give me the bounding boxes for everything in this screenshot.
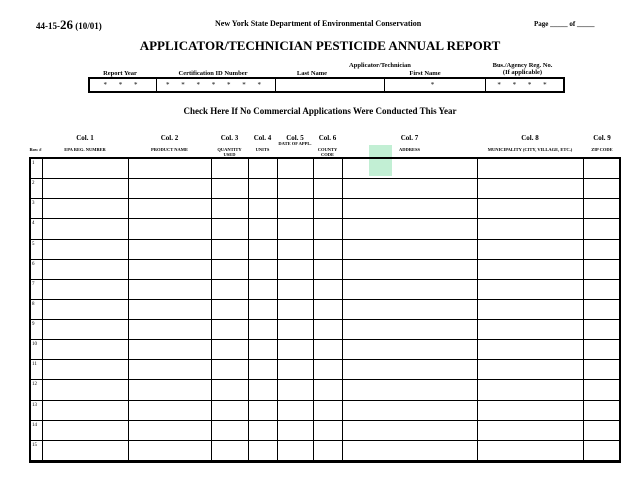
column-number-9: Col. 9 <box>593 134 611 142</box>
table-cell-col-9[interactable] <box>583 219 621 238</box>
column-divider <box>211 159 212 461</box>
column-number-8: Col. 8 <box>521 134 539 142</box>
table-cell-col-7[interactable] <box>342 240 477 259</box>
table-cell-col-9[interactable] <box>583 300 621 319</box>
table-cell-col-7[interactable] <box>342 441 477 460</box>
table-cell-col-2[interactable] <box>128 300 211 319</box>
table-cell-col-8[interactable] <box>477 159 583 178</box>
table-cell-col-3[interactable] <box>211 219 248 238</box>
table-cell-col-6[interactable] <box>313 240 342 259</box>
table-cell-col-1[interactable] <box>42 421 128 440</box>
table-cell-col-7[interactable] <box>342 159 477 178</box>
table-cell-col-8[interactable] <box>477 280 583 299</box>
row-number: 15 <box>32 442 37 448</box>
table-row <box>31 179 619 199</box>
applicator-info-box <box>88 77 565 93</box>
table-cell-col-3[interactable] <box>211 340 248 359</box>
table-row <box>31 240 619 260</box>
column-name-2: PRODUCT NAME <box>150 147 189 152</box>
table-cell-col-1[interactable] <box>42 240 128 259</box>
table-cell-col-3[interactable] <box>211 360 248 379</box>
column-divider <box>313 159 314 461</box>
bus-reg-label <box>480 62 565 76</box>
row-number: 6 <box>32 261 35 267</box>
table-cell-col-1[interactable] <box>42 401 128 420</box>
table-cell-col-9[interactable] <box>583 159 621 178</box>
column-number-6: Col. 6 <box>318 134 337 142</box>
table-row <box>31 340 619 360</box>
table-cell-col-8[interactable] <box>477 441 583 460</box>
table-cell-col-8[interactable] <box>477 401 583 420</box>
table-cell-col-2[interactable] <box>128 240 211 259</box>
row-number: 12 <box>32 382 37 388</box>
table-cell-col-8[interactable] <box>477 360 583 379</box>
table-cell-col-2[interactable] <box>128 179 211 198</box>
column-name-9: ZIP CODE <box>591 147 613 152</box>
table-cell-col-2[interactable] <box>128 421 211 440</box>
table-cell-col-5[interactable] <box>277 280 313 299</box>
table-cell-col-9[interactable] <box>583 280 621 299</box>
table-cell-col-5[interactable] <box>277 159 313 178</box>
table-cell-col-6[interactable] <box>313 441 342 460</box>
row-number: 5 <box>32 241 35 247</box>
table-cell-col-9[interactable] <box>583 260 621 279</box>
table-row <box>31 441 619 461</box>
table-cell-col-2[interactable] <box>128 219 211 238</box>
table-row <box>31 320 619 340</box>
column-name-8: MUNICIPALITY (CITY, VILLAGE, ETC.) <box>487 147 573 152</box>
table-cell-col-9[interactable] <box>583 360 621 379</box>
table-cell-col-8[interactable] <box>477 199 583 218</box>
table-cell-col-1[interactable] <box>42 360 128 379</box>
column-name-3: QUANTITY USED <box>217 147 242 157</box>
table-row <box>31 260 619 280</box>
column-divider <box>248 159 249 461</box>
cert-id-label: Certification ID Number <box>178 70 248 77</box>
table-cell-col-9[interactable] <box>583 179 621 198</box>
table-cell-col-7[interactable] <box>342 219 477 238</box>
row-number: 11 <box>32 362 37 368</box>
table-cell-col-4[interactable] <box>248 179 277 198</box>
table-cell-col-6[interactable] <box>313 360 342 379</box>
column-name-1: EPA REG. NUMBER <box>64 147 106 152</box>
table-cell-col-1[interactable] <box>42 260 128 279</box>
table-cell-col-9[interactable] <box>583 320 621 339</box>
table-cell-col-4[interactable] <box>248 380 277 399</box>
table-row <box>31 280 619 300</box>
table-cell-col-5[interactable] <box>277 260 313 279</box>
page-number-field[interactable]: Page _____ of _____ <box>534 20 595 28</box>
agency-name: New York State Department of Environmental Conservation <box>215 19 422 28</box>
last-name-label: Last Name <box>296 70 328 77</box>
form-number-prefix: 44-15- <box>36 21 60 31</box>
table-cell-col-4[interactable] <box>248 360 277 379</box>
table-cell-col-4[interactable] <box>248 401 277 420</box>
table-cell-col-8[interactable] <box>477 300 583 319</box>
row-number: 2 <box>32 181 35 187</box>
table-cell-col-6[interactable] <box>313 380 342 399</box>
table-cell-col-6[interactable] <box>313 300 342 319</box>
column-name-6: COUNTY CODE <box>317 147 338 157</box>
form-number <box>36 17 102 33</box>
table-cell-col-6[interactable] <box>313 340 342 359</box>
row-number: 4 <box>32 221 35 227</box>
table-cell-col-9[interactable] <box>583 421 621 440</box>
table-cell-col-2[interactable] <box>128 340 211 359</box>
column-number-2: Col. 2 <box>160 134 179 142</box>
table-cell-col-4[interactable] <box>248 199 277 218</box>
table-cell-col-8[interactable] <box>477 240 583 259</box>
table-cell-col-1[interactable] <box>42 441 128 460</box>
form-title: APPLICATOR/TECHNICIAN PESTICIDE ANNUAL REPORT <box>139 38 501 53</box>
report-year-label: Report Year <box>103 70 137 77</box>
column-name-7: ADDRESS <box>398 147 420 152</box>
table-cell-col-5[interactable] <box>277 441 313 460</box>
table-cell-col-3[interactable] <box>211 260 248 279</box>
row-number: 3 <box>32 201 35 207</box>
table-cell-col-8[interactable] <box>477 380 583 399</box>
table-cell-col-9[interactable] <box>583 199 621 218</box>
table-cell-col-6[interactable] <box>313 199 342 218</box>
table-cell-col-8[interactable] <box>477 320 583 339</box>
table-cell-col-6[interactable] <box>313 320 342 339</box>
table-cell-col-5[interactable] <box>277 340 313 359</box>
first-name-field[interactable]: * <box>385 79 486 91</box>
table-cell-col-1[interactable] <box>42 340 128 359</box>
column-divider <box>277 159 278 461</box>
table-cell-col-7[interactable] <box>342 300 477 319</box>
column-name-5: DATE OF APPL. <box>278 141 312 146</box>
table-cell-col-3[interactable] <box>211 159 248 178</box>
column-divider <box>42 159 43 461</box>
table-cell-col-7[interactable] <box>342 421 477 440</box>
table-cell-col-5[interactable] <box>277 240 313 259</box>
column-name-0: Row # <box>29 147 42 152</box>
table-cell-col-3[interactable] <box>211 280 248 299</box>
table-cell-col-3[interactable] <box>211 300 248 319</box>
table-cell-col-1[interactable] <box>42 280 128 299</box>
table-cell-col-6[interactable] <box>313 401 342 420</box>
table-cell-col-5[interactable] <box>277 219 313 238</box>
table-cell-col-1[interactable] <box>42 300 128 319</box>
table-cell-col-2[interactable] <box>128 441 211 460</box>
table-cell-col-6[interactable] <box>313 219 342 238</box>
row-number: 13 <box>32 402 37 408</box>
table-cell-col-3[interactable] <box>211 179 248 198</box>
table-cell-col-6[interactable] <box>313 280 342 299</box>
table-cell-col-2[interactable] <box>128 401 211 420</box>
table-cell-col-8[interactable] <box>477 421 583 440</box>
column-divider <box>342 159 343 461</box>
table-row <box>31 159 619 179</box>
table-cell-col-2[interactable] <box>128 260 211 279</box>
row-number: 1 <box>32 161 35 166</box>
table-cell-col-3[interactable] <box>211 199 248 218</box>
no-applications-checkbox-label[interactable]: Check Here If No Commercial Applications Were Conducted This Year <box>183 106 457 116</box>
table-cell-col-4[interactable] <box>248 159 277 178</box>
table-cell-col-3[interactable] <box>211 240 248 259</box>
table-cell-col-4[interactable] <box>248 340 277 359</box>
form-revision: (10/01) <box>75 21 102 31</box>
bus-reg-label-line1: Bus./Agency Reg. No. <box>492 62 553 69</box>
table-cell-col-2[interactable] <box>128 280 211 299</box>
table-row <box>31 219 619 239</box>
table-cell-col-4[interactable] <box>248 219 277 238</box>
table-cell-col-9[interactable] <box>583 380 621 399</box>
table-row <box>31 300 619 320</box>
column-divider <box>583 159 584 461</box>
table-cell-col-1[interactable] <box>42 199 128 218</box>
table-cell-col-5[interactable] <box>277 421 313 440</box>
table-cell-col-8[interactable] <box>477 340 583 359</box>
column-divider <box>477 159 478 461</box>
table-cell-col-4[interactable] <box>248 320 277 339</box>
table-cell-col-3[interactable] <box>211 441 248 460</box>
table-row <box>31 380 619 400</box>
table-cell-col-7[interactable] <box>342 179 477 198</box>
table-cell-col-9[interactable] <box>583 441 621 460</box>
table-cell-col-1[interactable] <box>42 320 128 339</box>
table-cell-col-6[interactable] <box>313 260 342 279</box>
table-cell-col-2[interactable] <box>128 360 211 379</box>
table-cell-col-2[interactable] <box>128 159 211 178</box>
last-name-field[interactable] <box>276 79 385 91</box>
table-cell-col-8[interactable] <box>477 260 583 279</box>
column-number-4: Col. 4 <box>253 134 272 142</box>
table-cell-col-4[interactable] <box>248 441 277 460</box>
table-cell-col-1[interactable] <box>42 179 128 198</box>
table-cell-col-6[interactable] <box>313 159 342 178</box>
table-cell-col-2[interactable] <box>128 199 211 218</box>
table-cell-col-7[interactable] <box>342 280 477 299</box>
applicator-label: Applicator/Technician <box>349 62 411 69</box>
table-cell-col-7[interactable] <box>342 199 477 218</box>
table-cell-col-3[interactable] <box>211 320 248 339</box>
table-cell-col-4[interactable] <box>248 421 277 440</box>
row-number: 8 <box>32 301 35 307</box>
table-cell-col-2[interactable] <box>128 380 211 399</box>
table-cell-col-1[interactable] <box>42 380 128 399</box>
column-number-1: Col. 1 <box>76 134 94 142</box>
bus-reg-field[interactable]: * * * * <box>497 81 552 89</box>
table-cell-col-2[interactable] <box>128 320 211 339</box>
table-cell-col-1[interactable] <box>42 219 128 238</box>
table-cell-col-6[interactable] <box>313 179 342 198</box>
table-cell-col-7[interactable] <box>342 360 477 379</box>
table-cell-col-4[interactable] <box>248 260 277 279</box>
first-name-label: First Name <box>409 70 441 77</box>
bus-reg-label-line2: (If applicable) <box>502 69 543 76</box>
table-cell-col-4[interactable] <box>248 300 277 319</box>
form-number-main: 26 <box>60 17 73 32</box>
column-number-3: Col. 3 <box>220 134 239 142</box>
table-cell-col-4[interactable] <box>248 240 277 259</box>
column-divider <box>128 159 129 461</box>
row-number: 7 <box>32 281 35 287</box>
table-cell-col-9[interactable] <box>583 340 621 359</box>
table-cell-col-1[interactable] <box>42 159 128 178</box>
table-cell-col-9[interactable] <box>583 240 621 259</box>
table-row <box>31 199 619 219</box>
table-cell-col-8[interactable] <box>477 179 583 198</box>
table-cell-col-6[interactable] <box>313 421 342 440</box>
cert-id-field[interactable]: * * * * * * * <box>157 79 276 91</box>
table-cell-col-3[interactable] <box>211 421 248 440</box>
table-cell-col-7[interactable] <box>342 401 477 420</box>
table-cell-col-7[interactable] <box>342 320 477 339</box>
row-number: 14 <box>32 422 37 428</box>
table-cell-col-7[interactable] <box>342 260 477 279</box>
table-cell-col-3[interactable] <box>211 380 248 399</box>
column-number-7: Col. 7 <box>400 134 419 142</box>
table-row <box>31 421 619 441</box>
table-cell-col-5[interactable] <box>277 179 313 198</box>
table-cell-col-7[interactable] <box>342 380 477 399</box>
table-cell-col-5[interactable] <box>277 199 313 218</box>
table-cell-col-4[interactable] <box>248 280 277 299</box>
table-cell-col-3[interactable] <box>211 401 248 420</box>
table-cell-col-5[interactable] <box>277 320 313 339</box>
column-name-4: UNITS <box>255 147 270 152</box>
row-number: 10 <box>32 342 37 348</box>
table-cell-col-8[interactable] <box>477 219 583 238</box>
report-year-field[interactable]: * * * <box>90 79 157 91</box>
column-number-5: Col. 5 <box>286 134 304 142</box>
table-cell-col-5[interactable] <box>277 380 313 399</box>
row-number: 9 <box>32 322 35 328</box>
table-row <box>31 401 619 421</box>
table-cell-col-5[interactable] <box>277 401 313 420</box>
table-cell-col-5[interactable] <box>277 300 313 319</box>
table-row <box>31 360 619 380</box>
table-cell-col-7[interactable] <box>342 340 477 359</box>
table-cell-col-9[interactable] <box>583 401 621 420</box>
table-cell-col-5[interactable] <box>277 360 313 379</box>
report-table <box>29 157 621 463</box>
